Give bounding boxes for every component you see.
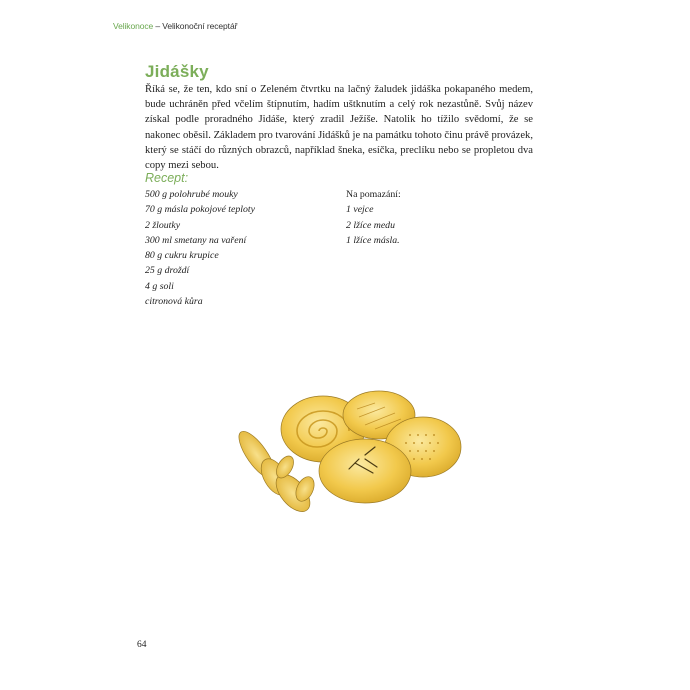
- scored-bun: [319, 439, 411, 503]
- ingredients-list: [145, 187, 255, 309]
- ingredient-item: 70 g másla pokojové teploty: [145, 204, 255, 216]
- running-header-separator: –: [153, 21, 163, 31]
- glaze-item: 2 lžíce medu: [346, 219, 395, 231]
- ingredient-item: 80 g cukru krupice: [145, 250, 219, 262]
- ingredient-item: 500 g polohrubé mouky: [145, 189, 238, 200]
- ingredient-item: 300 ml smetany na vaření: [145, 234, 247, 246]
- glaze-list: [346, 187, 401, 248]
- ingredient-item: 25 g droždí: [145, 265, 190, 277]
- glaze-heading: Na pomazání:: [346, 189, 401, 200]
- pastries-icon: [225, 385, 470, 535]
- glaze-item: 1 lžíce másla.: [346, 234, 400, 246]
- easter-pastries-illustration: [225, 385, 470, 540]
- recipe-title: Jidášky: [145, 62, 209, 81]
- ingredient-item: 4 g soli: [145, 280, 174, 292]
- ingredient-item: citronová kůra: [145, 296, 203, 308]
- running-header: [113, 21, 237, 31]
- recipe-intro: Říká se, že ten, kdo sní o Zeleném čtvrtku na lačný žaludek jidáška pokapaného medem, bude uchráněn před včelím štípnutím, hadím uštknutím a celý rok nezastůně. Svůj název získal podle proradného Jidáše, který zradil Ježíše. Natolik ho tížilo svědomí, že se nakonec oběsil. Základem pro tvarování Jidášků je na památku tohoto činu právě provázek, který se stáčí do různých obrazců, například šneka, esíčka, preclíku nebo se propletou dva copy mezi sebou.: [145, 84, 533, 172]
- glaze-item: 1 vejce: [346, 204, 374, 216]
- running-header-book: Velikonoce: [113, 21, 154, 31]
- running-header-chapter: Velikonoční receptář: [162, 21, 238, 31]
- recipe-heading: Recept:: [145, 171, 189, 185]
- page-number: 64: [137, 640, 147, 650]
- ingredient-item: 2 žloutky: [145, 219, 181, 231]
